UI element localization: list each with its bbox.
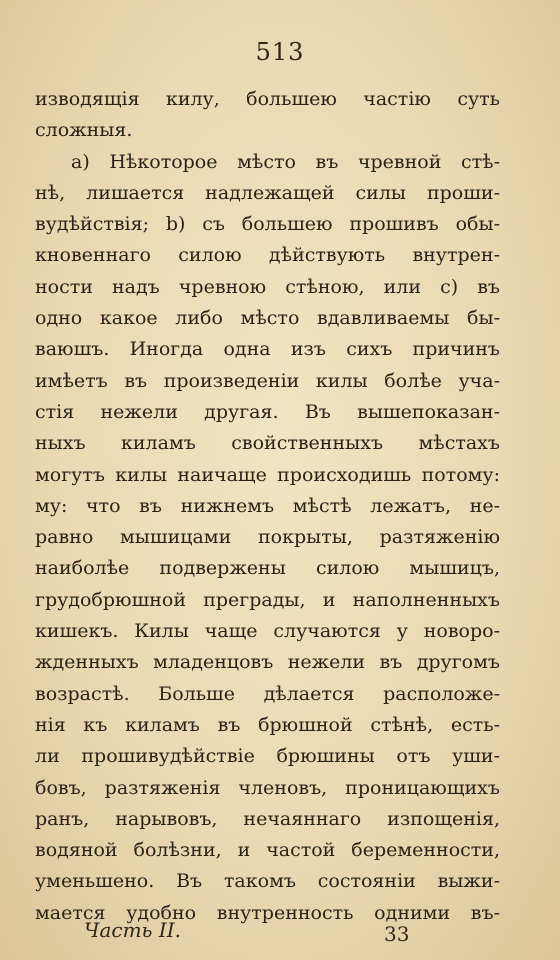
text-line: возрастѣ. Больше дѣлается расположе-: [35, 682, 500, 705]
text-line: уменьшено. Въ такомъ состояніи выжи-: [35, 870, 500, 893]
text-line: бовъ, разтяженія членовъ, проницающихъ: [35, 776, 500, 799]
text-line: нѣ, лишается надлежащей силы проши-: [35, 181, 500, 204]
text-line: сложныя.: [35, 119, 133, 142]
text-line: равно мышицами покрыты, разтяженію: [35, 526, 500, 549]
volume-signature: Часть II.: [84, 918, 181, 942]
text-line: му: что въ нижнемъ мѣстѣ лежатъ, не-: [35, 494, 500, 517]
text-line: одно какое либо мѣсто вдавливаемы бы-: [35, 307, 500, 330]
text-line: нія къ киламъ въ брюшной стѣнѣ, есть-: [35, 713, 500, 736]
text-line: кишекъ. Килы чаще случаются у новоро-: [35, 620, 500, 643]
text-line: наиболѣе подвержены силою мышицъ,: [35, 557, 500, 580]
text-line: ли прошивудѣйствіе брюшины отъ уши-: [35, 745, 500, 768]
page-number: 513: [255, 38, 305, 66]
text-line: стія нежели другая. Въ вышепоказан-: [35, 400, 500, 423]
text-line: могутъ килы наичаще происходишь потому:: [35, 463, 500, 486]
text-line: грудобрюшной преграды, и наполненныхъ: [35, 588, 500, 611]
text-line: ности надъ чревною стѣною, или с) въ: [35, 275, 500, 298]
text-line: а) Нѣкоторое мѣсто въ чревной стѣ-: [71, 150, 500, 173]
text-line: имѣетъ въ произведеніи килы болѣе уча-: [35, 369, 500, 392]
text-line: кновеннаго силою дѣйствують внутрен-: [35, 244, 500, 267]
text-line: вудѣйствія; b) съ большею прошивъ обы-: [35, 213, 500, 236]
text-line: ныхъ киламъ свойственныхъ мѣстахъ: [35, 432, 500, 455]
sheet-mark: 33: [384, 922, 410, 946]
text-line: ваюшъ. Иногда одна изъ сихъ причинъ: [35, 338, 500, 361]
text-line: жденныхъ младенцовъ нежели въ другомъ: [35, 651, 500, 674]
text-line: водяной болѣзни, и частой беременности,: [35, 839, 500, 862]
page-footer: [0, 918, 560, 952]
text-line: ранъ, нарывовъ, нечаяннаго изпощенія,: [35, 807, 500, 830]
text-line: мается удобно внутренность одними въ-: [35, 901, 500, 924]
body-text: [35, 84, 500, 929]
text-line: изводящія килу, большею частію суть: [35, 88, 500, 110]
